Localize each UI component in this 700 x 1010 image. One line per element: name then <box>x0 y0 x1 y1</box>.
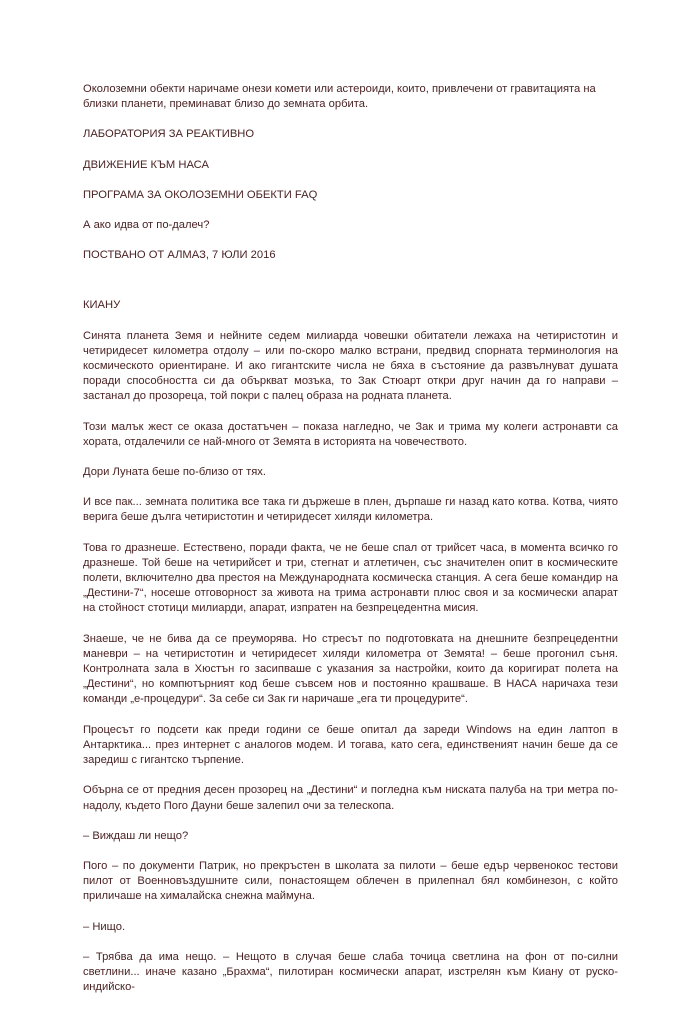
body-paragraph: Знаеше, че не бива да се преуморява. Но стресът по подготовката на днешните безпрецедентни маневри – на четиристотин и четиридесет хиляди километра от Земята! – беше прогонил съня. Контролната зала в Хюстън го засипваше с указания за настройки, които да коригират полета на „Дестини“, но компютърният код беше съвсем нов и постоянно крашваше. В НАСА наричаха тези команди „е-процедури“. За себе си Зак ги наричаше „ега ти процедурите“. <box>83 632 618 706</box>
body-paragraph: Този малък жест се оказа достатъчен – показа нагледно, че Зак и трима му колеги астронавти са хората, отдалечили се най-много от Земята в историята на човечеството. <box>83 420 618 448</box>
source-link-nasa[interactable]: ДВИЖЕНИЕ КЪМ НАСА <box>83 158 209 171</box>
dialogue-line: – Виждаш ли нещо? <box>83 829 189 842</box>
body-paragraph: Обърна се от предния десен прозорец на „Дестини“ и погледна към ниската палуба на три метра по-надолу, където Пого Дауни беше залепил очи за телескопа. <box>83 784 618 812</box>
body-paragraph: Дори Луната беше по-близо от тях. <box>83 466 266 479</box>
source-link-neo-faq[interactable]: ПРОГРАМА ЗА ОКОЛОЗЕМНИ ОБЕКТИ FAQ <box>83 188 318 201</box>
dialogue-line: – Нищо. <box>83 920 126 933</box>
body-paragraph: Пого – по документи Патрик, но прекръстен в школата за пилоти – беше едър червенокос тестови пилот от Военновъздушните сили, понастоящем облечен в прилепнал бял комбинезон, с който приличаше на хималайска снежна маймуна. <box>83 859 618 903</box>
body-paragraph: – Трябва да има нещо. – Нещото в случая беше слаба точица светлина на фон от по-силни светлини... иначе казано „Брахма“, пилотиран космически апарат, изстрелян към Киану от руско-индийско- <box>83 950 618 994</box>
source-link-jpl[interactable]: ЛАБОРАТОРИЯ ЗА РЕАКТИВНО <box>83 128 255 141</box>
chapter-title: КИАНУ <box>83 299 121 312</box>
body-paragraph: Синята планета Земя и нейните седем милиарда човешки обитатели лежаха на четиристотин и четиридесет километра отдолу – или по-скоро малко встрани, предвид спорната терминология на космическото ориентиране. И ако гигантските числа не бяха в състояние да развълнуват душата поради способността си да объркват мозъка, то Зак Стюарт откри друг начин да го направи – застанал до прозореца, той покри с палец образа на родната планета. <box>83 329 618 403</box>
body-paragraph: Това го дразнеше. Естествено, поради факта, че не беше спал от трийсет часа, в момента всичко го дразнеше. Той беше на четирийсет и три, стегнат и атлетичен, със значителен опит в космическите полети, включително два престоя на Международната космическа станция. А сега беше командир на „Дестини-7“, носеше отговорност за живота на трима астронавти плюс своя и за космически апарат на стойност стотици милиарди, апарат, изпратен на безпрецедентна мисия. <box>83 541 618 615</box>
posted-by-line: ПОСТВАНО ОТ АЛМАЗ, 7 ЮЛИ 2016 <box>83 249 276 262</box>
body-paragraph: Процесът го подсети как преди години се беше опитал да зареди Windows на един лаптоп в Антарктика... през интернет с аналогов модем. И тогава, като сега, единственият начин беше да се заредиш с гигантско търпение. <box>83 723 618 767</box>
body-paragraph: И все пак... земната политика все така ги държеше в плен, дърпаше ги назад като котва. Котва, чиято верига беше дълга четиристотин и четиридесет хиляди километра. <box>83 496 618 524</box>
question-line: А ако идва от по-далеч? <box>83 219 210 232</box>
article-body <box>83 82 618 1010</box>
intro-paragraph: Околоземни обекти наричаме онези комети или астероиди, които, привлечени от гравитацията на близки планети, преминават близо до земната орбита. <box>83 83 596 111</box>
